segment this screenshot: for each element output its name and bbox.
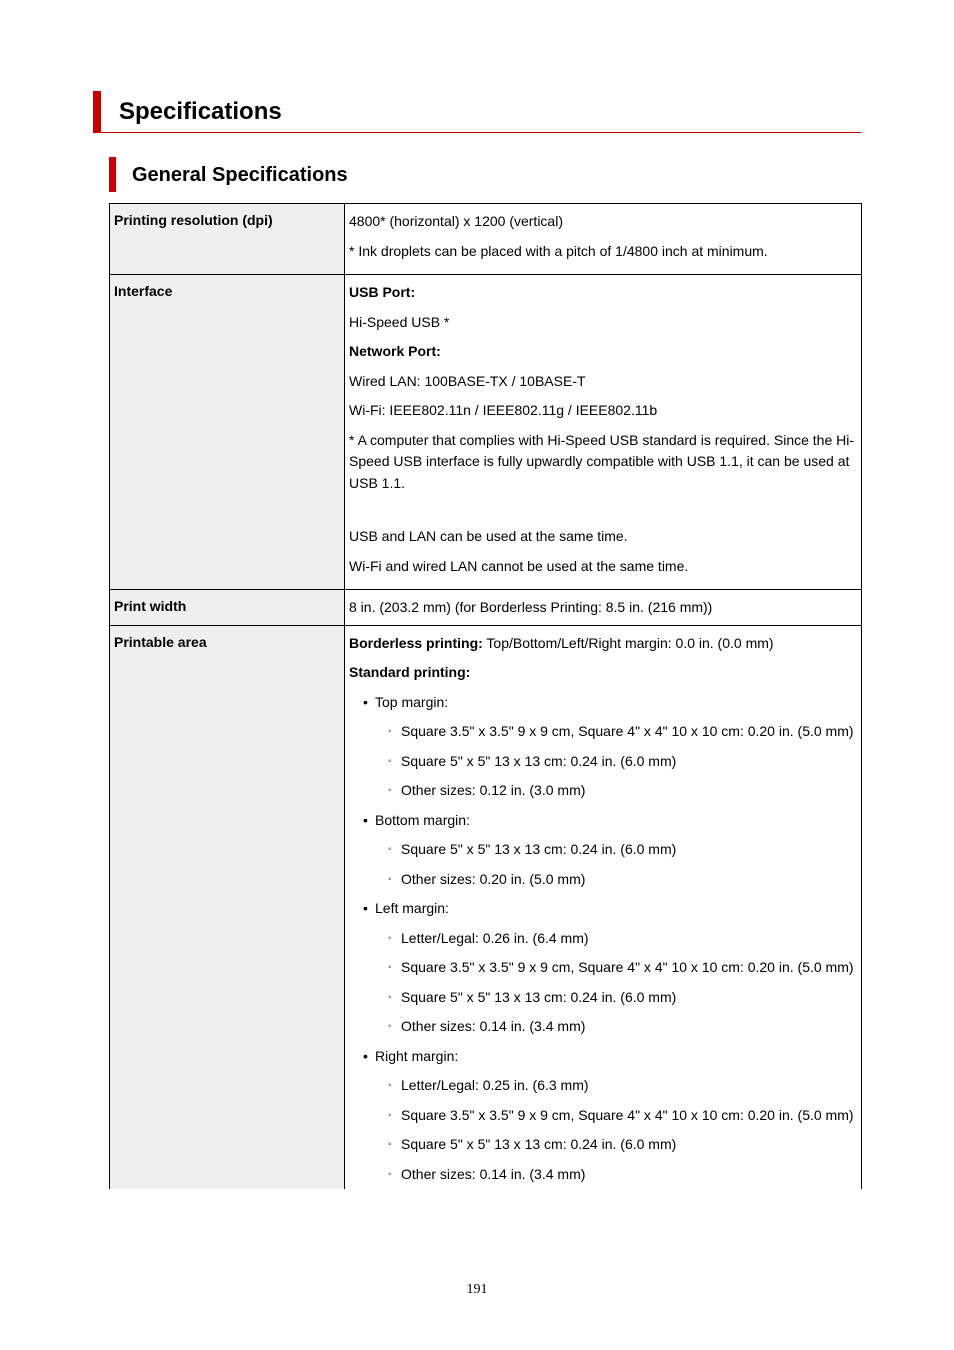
resolution-value: 4800* (horizontal) x 1200 (vertical) [349,213,563,229]
sub-list-item: ◦ Other sizes: 0.12 in. (3.0 mm) [349,780,857,802]
sub-list-item: ◦ Square 3.5" x 3.5" 9 x 9 cm, Square 4" x 4" 10 x 10 cm: 0.20 in. (5.0 mm) [349,721,857,743]
network-port-label: Network Port: [349,343,441,359]
usb-lan-note: USB and LAN can be used at the same time. [349,528,628,544]
circle-bullet-icon: ◦ [388,873,392,885]
heading-accent-bar [93,91,101,133]
list-item: • Bottom margin: [349,810,857,832]
table-row-interface [110,275,862,590]
usb-port-label: USB Port: [349,284,416,300]
resolution-note: * Ink droplets can be placed with a pitch of 1/4800 inch at minimum. [349,242,768,259]
circle-bullet-icon: ◦ [388,1139,392,1150]
sub-list-item: ◦ Square 5" x 5" 13 x 13 cm: 0.24 in. (6.0 mm) [349,987,857,1009]
circle-bullet-icon: ◦ [388,785,392,796]
wifi-wired-note: Wi-Fi and wired LAN cannot be used at the same time. [349,557,689,574]
bullet-icon: • [363,900,368,916]
circle-bullet-icon: ◦ [388,932,392,944]
wifi-value: Wi-Fi: IEEE802.11n / IEEE802.11g / IEEE802.11b [349,402,658,418]
sub-list-item: ◦ Square 5" x 5" 13 x 13 cm: 0.24 in. (6.0 mm) [349,1134,857,1156]
bullet-icon: • [363,693,368,710]
sub-list-item: ◦ Other sizes: 0.14 in. (3.4 mm) [349,1016,857,1038]
list-item: • Top margin: [349,692,857,714]
sub-list-item: ◦ Letter/Legal: 0.25 in. (6.3 mm) [349,1075,857,1097]
circle-bullet-icon: ◦ [388,726,392,737]
sub-list-item: ◦ Other sizes: 0.20 in. (5.0 mm) [349,869,857,891]
circle-bullet-icon: ◦ [388,1109,392,1121]
usb-note: * A computer that complies with Hi-Speed USB standard is required. Since the Hi-Speed USB interface is fully upwardly compatible with USB 1.1, it can be used at USB 1.1. [349,431,855,491]
bullet-icon: • [363,1047,368,1064]
borderless-value: Top/Bottom/Left/Right margin: 0.0 in. (0.0 mm) [482,634,774,651]
row-key: Print width [110,590,345,626]
circle-bullet-icon: ◦ [388,1168,392,1180]
subsection-heading [109,157,859,192]
specifications-table [109,203,862,1189]
table-row-resolution [110,204,862,275]
wired-lan-value: Wired LAN: 100BASE-TX / 10BASE-T [349,372,586,389]
page-number: 191 [466,1282,488,1297]
list-item: • Left margin: [349,898,857,920]
section-heading [93,91,861,133]
circle-bullet-icon: ◦ [388,1080,392,1091]
sub-list-item: ◦ Letter/Legal: 0.26 in. (6.4 mm) [349,928,857,950]
subsection-title: General Specifications [132,164,348,186]
subheading-accent-bar [109,157,116,192]
row-value [345,625,862,1189]
row-value [345,275,862,590]
table-row-print-width [110,590,862,626]
list-item: • Right margin: [349,1046,857,1068]
row-value [345,590,862,626]
circle-bullet-icon: ◦ [388,1021,392,1032]
borderless-line [349,633,857,655]
circle-bullet-icon: ◦ [388,755,392,767]
sub-list-item: ◦ Square 3.5" x 3.5" 9 x 9 cm, Square 4" x 4" 10 x 10 cm: 0.20 in. (5.0 mm) [349,1105,857,1127]
sub-list-item: ◦ Square 3.5" x 3.5" 9 x 9 cm, Square 4" x 4" 10 x 10 cm: 0.20 in. (5.0 mm) [349,957,857,979]
borderless-label: Borderless printing: [349,634,483,651]
row-key: Printing resolution (dpi) [110,204,345,275]
spacer [349,502,857,523]
row-value [345,204,862,275]
sub-list-item: ◦ Square 5" x 5" 13 x 13 cm: 0.24 in. (6.0 mm) [349,839,857,861]
circle-bullet-icon: ◦ [388,962,392,973]
standard-label: Standard printing: [349,664,471,680]
page-title: Specifications [119,98,282,125]
row-key: Interface [110,275,345,590]
usb-port-value: Hi-Speed USB * [349,313,450,330]
row-key: Printable area [110,625,345,1189]
table-row-printable-area [110,625,862,1189]
sub-list-item: ◦ Square 5" x 5" 13 x 13 cm: 0.24 in. (6.0 mm) [349,751,857,773]
print-width-value: 8 in. (203.2 mm) (for Borderless Printing: 8.5 in. (216 mm)) [349,599,713,615]
circle-bullet-icon: ◦ [388,844,392,855]
sub-list-item: ◦ Other sizes: 0.14 in. (3.4 mm) [349,1164,857,1186]
bullet-icon: • [363,811,368,828]
circle-bullet-icon: ◦ [388,991,392,1003]
